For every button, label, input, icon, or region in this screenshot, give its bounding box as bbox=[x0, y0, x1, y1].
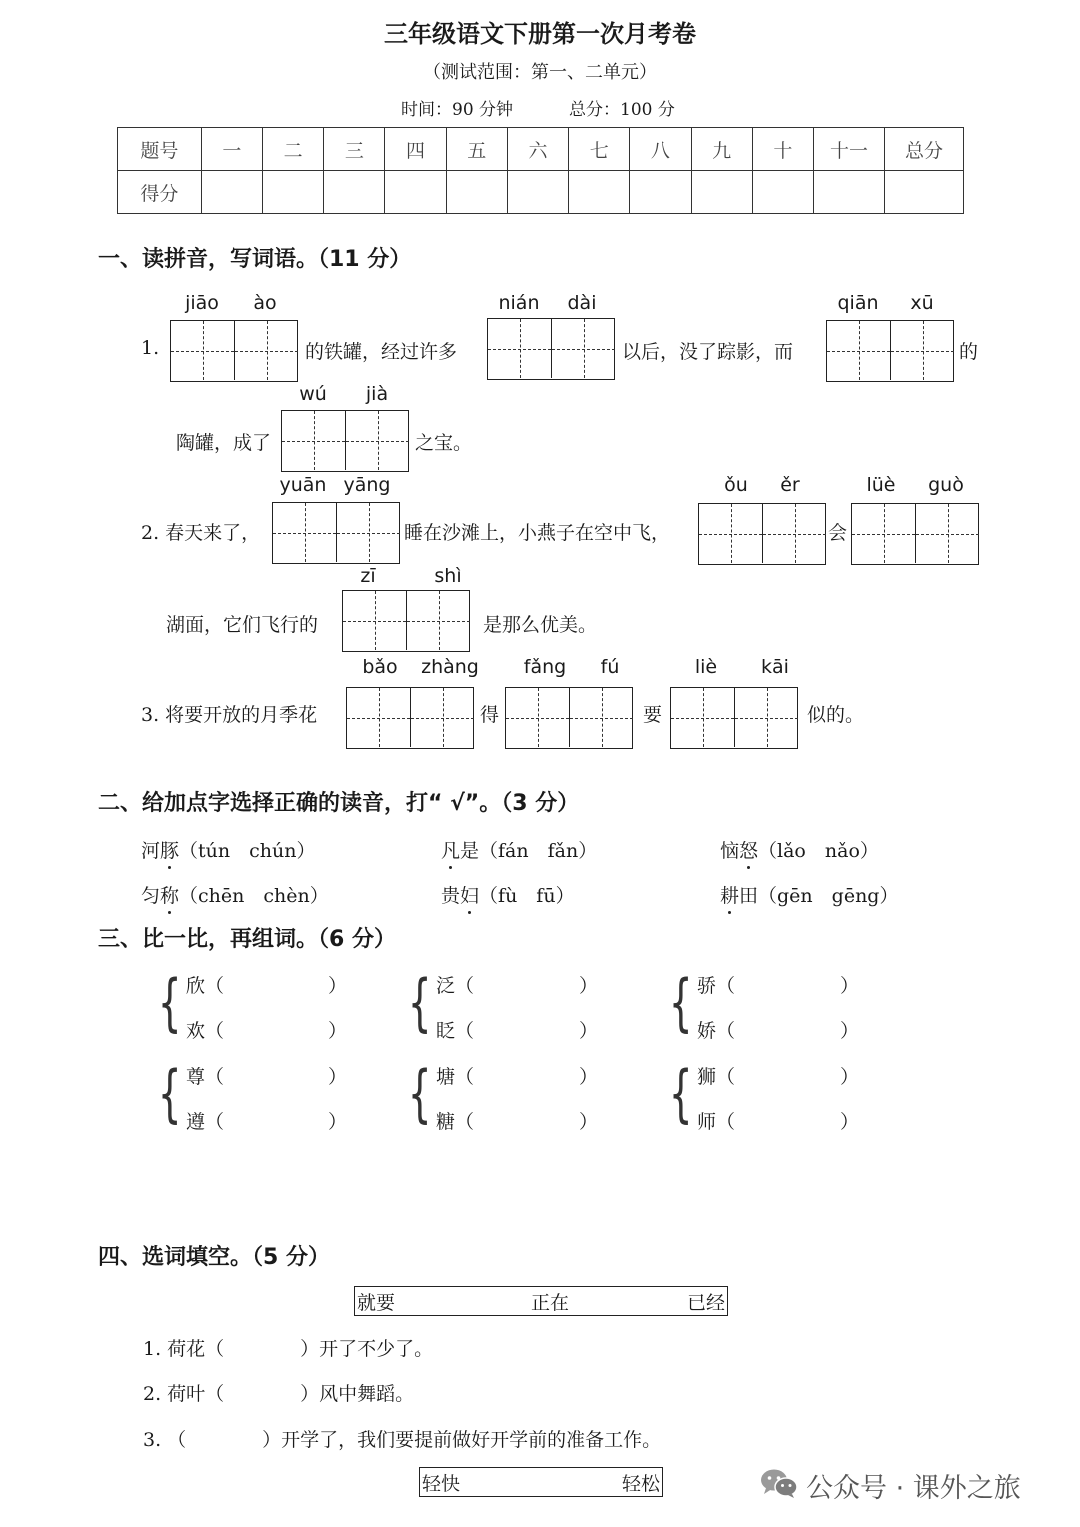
table-cell: 十一 bbox=[813, 128, 884, 171]
table-cell: 二 bbox=[263, 128, 324, 171]
writing-grid[interactable] bbox=[826, 320, 954, 382]
word-choice-box bbox=[354, 1286, 728, 1316]
q1-text: 之宝。 bbox=[415, 432, 473, 454]
compare-word: 遵（ bbox=[186, 1111, 225, 1133]
score-cell[interactable] bbox=[569, 171, 630, 214]
fill-question: 2. 荷叶（ ）风中舞蹈。 bbox=[143, 1383, 415, 1405]
answer-blank[interactable]: ） bbox=[579, 1066, 599, 1088]
score-cell[interactable] bbox=[201, 171, 262, 214]
compare-word: 骄（ bbox=[697, 975, 736, 997]
score-cell[interactable] bbox=[507, 171, 568, 214]
pinyin: dài bbox=[567, 292, 597, 314]
compare-word: 眨（ bbox=[436, 1020, 475, 1042]
answer-blank[interactable]: ） bbox=[579, 1020, 599, 1042]
section2-heading: 二、给加点字选择正确的读音，打“ √”。（3 分） bbox=[98, 791, 580, 816]
word-option: 已经 bbox=[686, 1292, 725, 1314]
q1-text: 的铁罐，经过许多 bbox=[305, 341, 458, 363]
compare-word: 师（ bbox=[697, 1111, 736, 1133]
pinyin: shì bbox=[434, 565, 462, 587]
answer-blank[interactable]: ） bbox=[840, 975, 860, 997]
watermark-text: 公众号 · 课外之旅 bbox=[806, 1473, 1021, 1504]
score-table-header-row bbox=[118, 128, 964, 171]
reading-choice[interactable]: 恼怒（lǎo nǎo） bbox=[720, 836, 879, 863]
test-scope: （测试范围：第一、二单元） bbox=[423, 62, 657, 83]
score-cell[interactable] bbox=[752, 171, 813, 214]
word-choice-box bbox=[419, 1467, 663, 1497]
table-cell: 七 bbox=[569, 128, 630, 171]
q1-text: 陶罐，成了 bbox=[176, 432, 272, 454]
fill-question: 1. 荷花（ ）开了不少了。 bbox=[143, 1338, 434, 1360]
compare-word: 泛（ bbox=[436, 975, 475, 997]
brace-icon: { bbox=[407, 1057, 432, 1130]
pinyin: yuān bbox=[279, 474, 327, 496]
table-cell: 总分 bbox=[885, 128, 964, 171]
pinyin: yāng bbox=[343, 474, 391, 496]
pinyin: ào bbox=[253, 292, 277, 314]
word-option: 正在 bbox=[531, 1292, 570, 1314]
q3-text: 似的。 bbox=[807, 704, 865, 726]
q3-text: 得 bbox=[480, 704, 500, 726]
writing-grid[interactable] bbox=[487, 318, 615, 380]
q3-text: 要 bbox=[643, 704, 663, 726]
compare-word: 尊（ bbox=[186, 1066, 225, 1088]
compare-word: 塘（ bbox=[436, 1066, 475, 1088]
pinyin: qiān bbox=[837, 292, 879, 314]
pinyin: zī bbox=[360, 565, 376, 587]
reading-choice[interactable]: 河豚（tún chún） bbox=[141, 836, 316, 863]
section1-heading: 一、读拼音，写词语。（11 分） bbox=[98, 247, 412, 272]
reading-choice[interactable]: 贵妇（fù fū） bbox=[441, 881, 575, 908]
table-cell: 六 bbox=[507, 128, 568, 171]
table-cell: 得分 bbox=[118, 171, 202, 214]
score-table-score-row bbox=[118, 171, 964, 214]
brace-icon: { bbox=[407, 966, 432, 1039]
wechat-icon bbox=[759, 1467, 799, 1499]
writing-grid[interactable] bbox=[272, 502, 400, 564]
section4-heading: 四、选词填空。（5 分） bbox=[98, 1245, 330, 1270]
pinyin: guò bbox=[928, 474, 964, 496]
brace-icon: { bbox=[157, 1057, 182, 1130]
compare-word: 娇（ bbox=[697, 1020, 736, 1042]
writing-grid[interactable] bbox=[170, 320, 298, 382]
table-cell: 五 bbox=[446, 128, 507, 171]
reading-choice[interactable]: 凡是（fán fǎn） bbox=[441, 836, 597, 863]
answer-blank[interactable]: ） bbox=[328, 1020, 348, 1042]
reading-choice[interactable]: 耕田（gēn gēng） bbox=[720, 881, 898, 908]
q2-text: 2. 春天来了， bbox=[141, 522, 261, 544]
writing-grid[interactable] bbox=[342, 590, 470, 652]
answer-blank[interactable]: ） bbox=[840, 1020, 860, 1042]
pinyin: xū bbox=[910, 292, 934, 314]
writing-grid[interactable] bbox=[281, 410, 409, 472]
writing-grid[interactable] bbox=[851, 503, 979, 565]
score-cell[interactable] bbox=[885, 171, 964, 214]
q2-text: 是那么优美。 bbox=[483, 614, 598, 636]
score-cell[interactable] bbox=[324, 171, 385, 214]
brace-icon: { bbox=[157, 966, 182, 1039]
score-cell[interactable] bbox=[446, 171, 507, 214]
compare-word: 欣（ bbox=[186, 975, 225, 997]
answer-blank[interactable]: ） bbox=[840, 1111, 860, 1133]
pinyin: jiāo bbox=[185, 292, 219, 314]
pinyin: zhàng bbox=[421, 656, 479, 678]
pinyin: bǎo bbox=[362, 656, 398, 678]
score-cell[interactable] bbox=[385, 171, 446, 214]
q3-text: 3. 将要开放的月季花 bbox=[141, 704, 318, 726]
pinyin: ǒu bbox=[724, 474, 748, 496]
table-cell: 四 bbox=[385, 128, 446, 171]
word-option: 轻快 bbox=[422, 1473, 461, 1495]
table-cell: 八 bbox=[630, 128, 691, 171]
writing-grid[interactable] bbox=[346, 687, 474, 749]
pinyin: kāi bbox=[761, 656, 789, 678]
answer-blank[interactable]: ） bbox=[328, 1111, 348, 1133]
word-option: 轻松 bbox=[621, 1473, 660, 1495]
q1-text: 的 bbox=[959, 341, 979, 363]
table-cell: 十 bbox=[752, 128, 813, 171]
section3-heading: 三、比一比，再组词。（6 分） bbox=[98, 927, 396, 952]
table-cell: 一 bbox=[201, 128, 262, 171]
score-table bbox=[117, 127, 964, 214]
compare-word: 糖（ bbox=[436, 1111, 475, 1133]
q1-number: 1. bbox=[141, 337, 160, 359]
q1-text: 以后，没了踪影，而 bbox=[622, 341, 794, 363]
pinyin: wú bbox=[299, 383, 327, 405]
pinyin: lüè bbox=[866, 474, 896, 496]
pinyin: jià bbox=[365, 383, 389, 405]
score-cell[interactable] bbox=[691, 171, 752, 214]
compare-word: 欢（ bbox=[186, 1020, 225, 1042]
q2-text: 会 bbox=[828, 522, 848, 544]
compare-word: 狮（ bbox=[697, 1066, 736, 1088]
writing-grid[interactable] bbox=[505, 687, 633, 749]
exam-time: 时间：90 分钟 bbox=[401, 100, 514, 120]
score-cell[interactable] bbox=[263, 171, 324, 214]
pinyin: nián bbox=[498, 292, 540, 314]
brace-icon: { bbox=[668, 1057, 693, 1130]
answer-blank[interactable]: ） bbox=[840, 1066, 860, 1088]
answer-blank[interactable]: ） bbox=[328, 975, 348, 997]
answer-blank[interactable]: ） bbox=[579, 975, 599, 997]
score-cell[interactable] bbox=[630, 171, 691, 214]
pinyin: liè bbox=[694, 656, 718, 678]
writing-grid[interactable] bbox=[698, 503, 826, 565]
table-cell: 九 bbox=[691, 128, 752, 171]
brace-icon: { bbox=[668, 966, 693, 1039]
table-cell: 三 bbox=[324, 128, 385, 171]
reading-choice[interactable]: 匀称（chēn chèn） bbox=[141, 881, 329, 908]
fill-question: 3. （ ）开学了，我们要提前做好开学前的准备工作。 bbox=[143, 1429, 662, 1451]
q2-text: 睡在沙滩上，小燕子在空中飞， bbox=[404, 522, 671, 544]
pinyin: fú bbox=[600, 656, 620, 678]
score-cell[interactable] bbox=[813, 171, 884, 214]
page-title: 三年级语文下册第一次月考卷 bbox=[384, 20, 696, 48]
answer-blank[interactable]: ） bbox=[328, 1066, 348, 1088]
q2-text: 湖面，它们飞行的 bbox=[166, 614, 319, 636]
word-option: 就要 bbox=[357, 1292, 396, 1314]
pinyin: fǎng bbox=[523, 656, 567, 678]
pinyin: ěr bbox=[780, 474, 800, 496]
exam-total-score: 总分：100 分 bbox=[569, 100, 675, 120]
writing-grid[interactable] bbox=[670, 687, 798, 749]
answer-blank[interactable]: ） bbox=[579, 1111, 599, 1133]
table-cell: 题号 bbox=[118, 128, 202, 171]
